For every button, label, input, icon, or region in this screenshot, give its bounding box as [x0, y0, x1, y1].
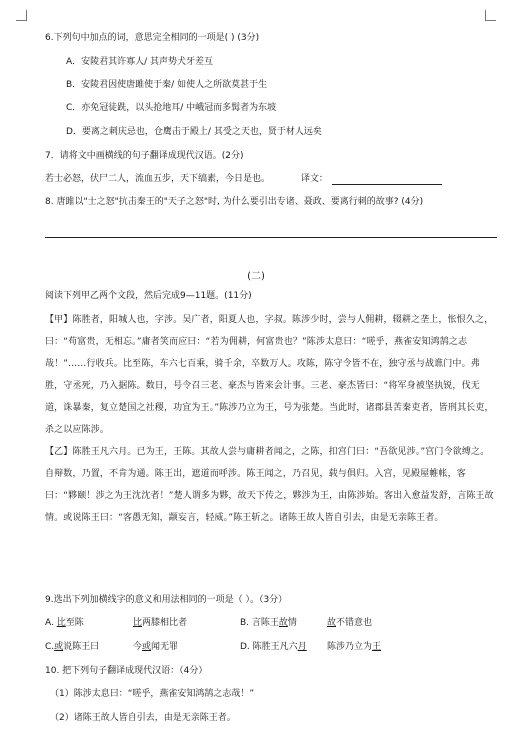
- q7-answer-blank[interactable]: [332, 174, 442, 185]
- q9-option-b: B. 言陈王故情: [240, 618, 297, 628]
- q9-option-c-pair: 今或闻无罪: [133, 642, 179, 652]
- section-intro: 阅读下列甲乙两个文段，然后完成9—11题。(11分): [45, 291, 252, 301]
- q9-option-a: A. 比至陈: [45, 618, 84, 628]
- q9-option-b-pair: 故不错意也: [327, 618, 373, 628]
- q9-option-d-pair: 陈涉乃立为王: [327, 642, 382, 652]
- q10-item-2: （2）诸陈王故人皆自引去，由是无亲陈王者。: [50, 713, 236, 723]
- q6-option-d: D．要离之刺庆忌也，仓鹰击于殿上/ 其受之天也，贤于材人远矣: [66, 127, 322, 137]
- passage-b: 【乙】陈胜王凡六月。已为王，王陈。其故人尝与庸耕者闻之，之陈，扣宫门曰：“吾欲见涉。”宫门令欲缚之。自辩数，乃置，不肯为通。陈王出，遮道而呼涉。陈王闻之，乃召见，载与俱归。入宫，见殿屋帷帐，客曰：“夥颐！涉之为王沈沈者！”楚人谓多为夥，故天下传之，夥涉为王，由陈涉始。客出入愈益发舒，言陈王故情。或说陈王曰：“客愚无知，颛妄言，轻威。”陈王斩之。诸陈王故人皆自引去，由是无亲陈王者。: [45, 447, 494, 523]
- q7-sentence: 若士必怒，伏尸二人，流血五步，天下缟素，今日是也。: [45, 174, 271, 184]
- section-title: (二): [247, 271, 265, 282]
- passage-a: 【甲】陈胜者，阳城人也，字涉。吴广者，阳夏人也，字叔。陈涉少时，尝与人佣耕，辍耕之垄上，怅恨久之，曰：“苟富贵，无相忘。”庸者笑而应曰：“若为佣耕，何富贵也？”陈涉太息曰：“嗟乎，燕雀安知鸿鹄之志哉！”……行收兵。比至陈，车六七百乘，骑千余，卒数万人。攻陈，陈守令皆不在，独守丞与战谯门中。弗胜，守丞死，乃入据陈。数日，号令召三老、豪杰与皆来会计事。三老、豪杰皆曰：“将军身被坚执锐，伐无道，诛暴秦，复立楚国之社稷，功宜为王。”陈涉乃立为王，号为张楚。当此时，诸郡县苦秦吏者，皆刑其长吏，杀之以应陈涉。: [45, 315, 494, 435]
- q8-answer-line[interactable]: [45, 237, 497, 238]
- q9-option-a-pair: 比两膝相比者: [133, 618, 188, 628]
- q7-answer-label: 译文：: [300, 174, 328, 184]
- q9-option-c: C.或说陈王曰: [45, 642, 100, 652]
- crop-mark-top-left: [16, 10, 27, 21]
- q8-stem: 8. 唐雎以"士之怒"抗击秦王的"天子之怒"时, 为什么要引出专诸、聂政、要离行刺的故事? (4分): [45, 197, 424, 207]
- q6-stem: 6.下列句中加点的词，意思完全相同的一项是( ) (3分): [45, 33, 260, 43]
- q9-stem: 9.选出下列加横线字的意义和用法相同的一项是（ ）。（3分）: [45, 595, 288, 605]
- q7-stem: 7．请将文中画横线的句子翻译成现代汉语。(2分): [45, 151, 244, 161]
- q10-stem: 10. 把下列句子翻译成现代汉语：（4分）: [45, 666, 208, 676]
- crop-mark-top-right: [485, 10, 496, 21]
- q6-option-a: A．安陵君其许寡人/ 其声势犬牙差互: [66, 57, 214, 67]
- q6-option-c: C．亦免冠徒跣，以头抢地耳/ 中峨冠而多髯者为东坡: [66, 103, 277, 113]
- q9-option-d: D. 陈胜王凡六月: [240, 642, 307, 652]
- q6-option-b: B．安陵君因使唐雎使于秦/ 如使人之所欲莫甚于生: [66, 80, 268, 90]
- q10-item-1: （1）陈涉太息曰：“嗟乎，燕雀安知鸿鹄之志哉！”: [50, 689, 255, 699]
- q7-sentence-row: [45, 173, 442, 185]
